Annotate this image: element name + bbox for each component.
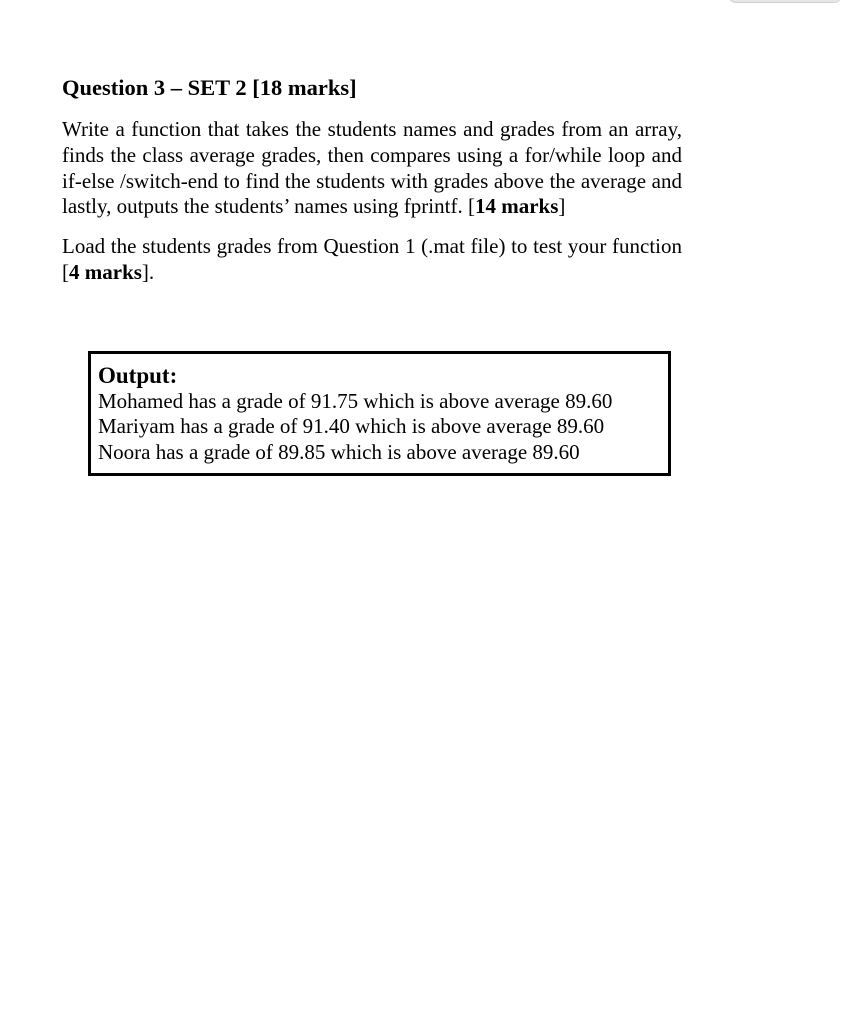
paragraph-2-text: Load the students grades from Question 1 (.mat file) to test your function [ (62, 234, 682, 284)
output-line: Noora has a grade of 89.85 which is above average 89.60 (98, 439, 580, 464)
question-heading: Question 3 – SET 2 [18 marks] (62, 75, 357, 100)
paragraph-2-marks: 4 marks (69, 259, 142, 284)
question-paragraph-1 (62, 117, 682, 220)
paragraph-1-text: Write a function that takes the students names and grades from an array, finds the class average grades, then compares using a for/while loop and if-else /switch-end to find the students with grades above the average and lastly, outputs the students’ names using fprintf. [ (62, 117, 682, 219)
question-paragraph-2 (62, 234, 682, 286)
page-corner-tab (728, 0, 842, 3)
document-page (62, 70, 682, 286)
output-title: Output: (98, 363, 178, 388)
paragraph-1-marks: 14 marks (474, 194, 559, 219)
paragraph-2-closing: ]. (141, 259, 155, 284)
paragraph-1-closing: ] (558, 194, 566, 219)
output-line: Mohamed has a grade of 91.75 which is above average 89.60 (98, 389, 613, 413)
output-box (88, 351, 671, 476)
output-line: Mariyam has a grade of 91.40 which is above average 89.60 (98, 414, 605, 439)
